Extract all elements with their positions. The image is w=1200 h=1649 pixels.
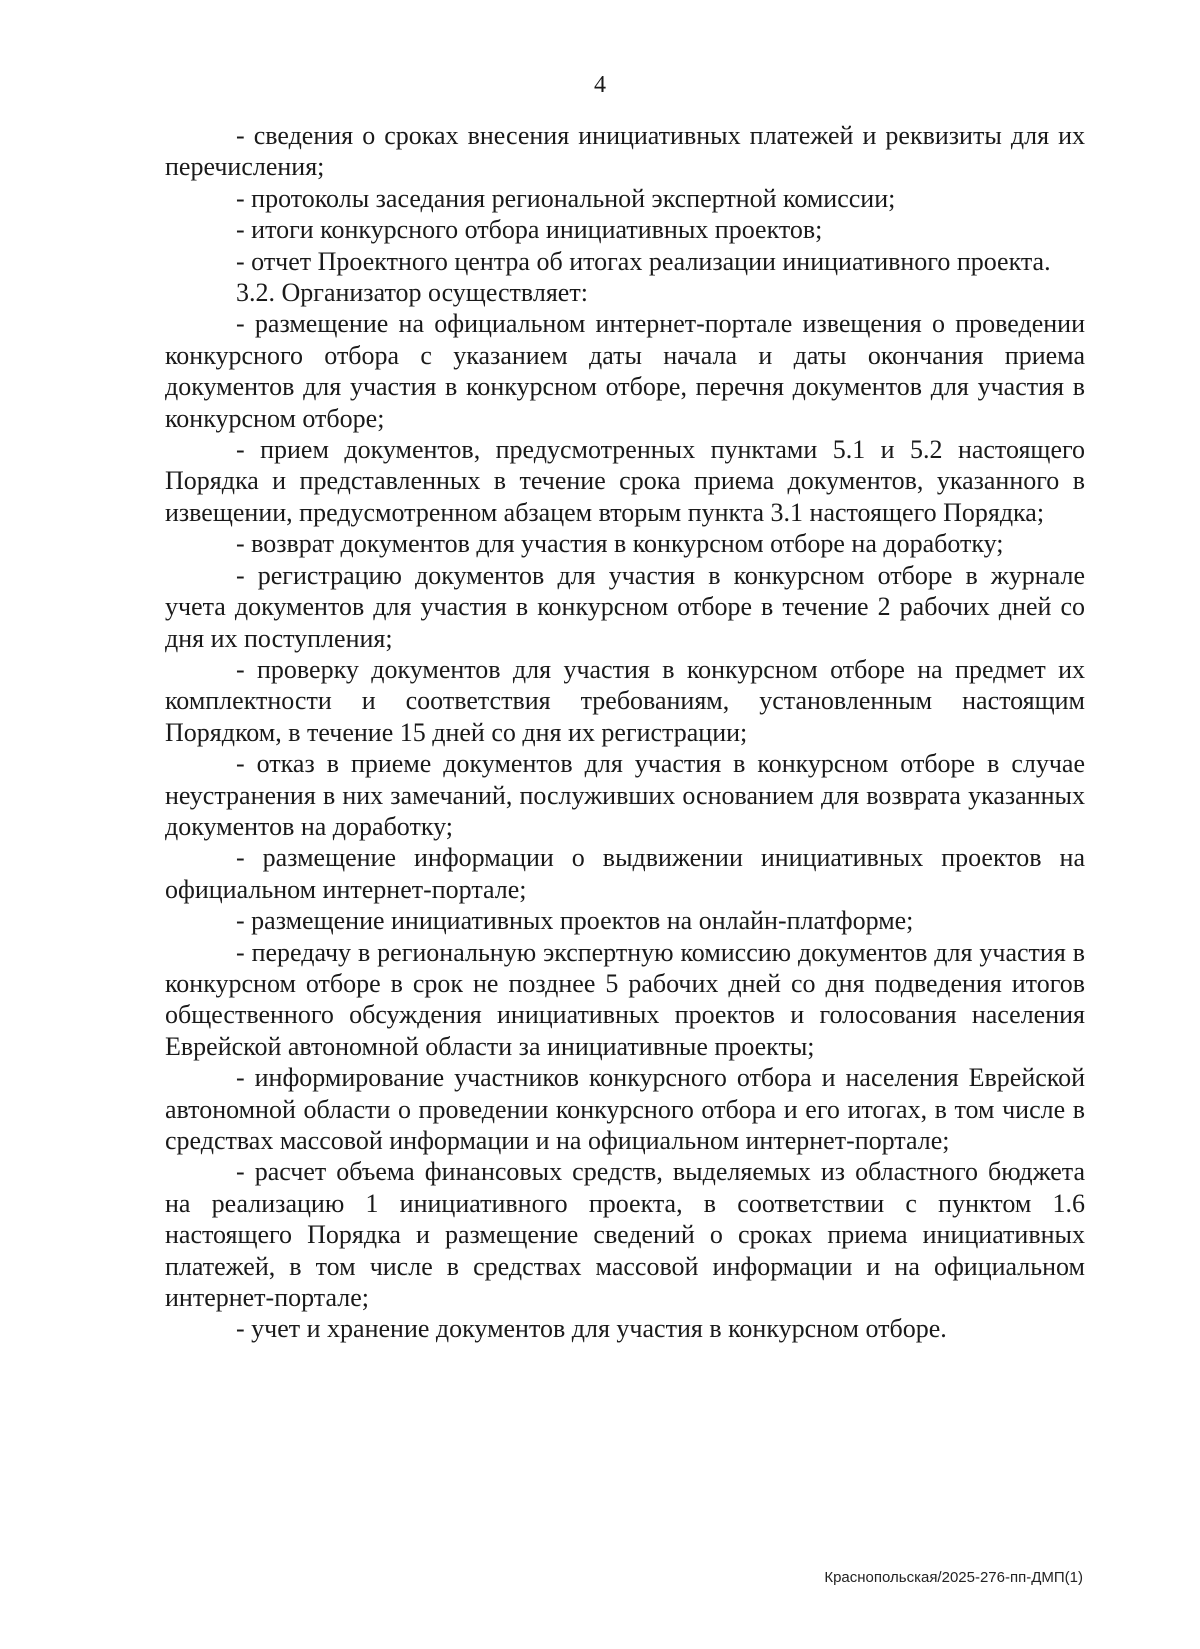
- paragraph: - проверку документов для участия в конкурсном отборе на предмет их комплектности и соответствия требованиям, установленным настоящим Порядком, в течение 15 дней со дня их регистрации;: [165, 654, 1085, 747]
- paragraph: - сведения о сроках внесения инициативных платежей и реквизиты для их перечисления;: [165, 121, 1085, 182]
- paragraph: - размещение на официальном интернет-портале извещения о проведении конкурсного отбора с указанием даты начала и даты окончания приема документов для участия в конкурсном отборе, перечня документов для участия в конкурсном отборе;: [165, 309, 1085, 433]
- paragraph: - размещение инициативных проектов на онлайн-платформе;: [236, 906, 914, 936]
- paragraph: - информирование участников конкурсного отбора и населения Еврейской автономной области о проведении конкурсного отбора и его итогах, в том числе в средствах массовой информации и на официальном интернет-портале;: [165, 1063, 1085, 1155]
- paragraph: - отказ в приеме документов для участия в конкурсном отборе в случае неустранения в них замечаний, послуживших основанием для возврата указанных документов на доработку;: [165, 749, 1085, 841]
- document-body: [165, 120, 1085, 1345]
- paragraph: - передачу в региональную экспертную комиссию документов для участия в конкурсном отборе в срок не позднее 5 рабочих дней со дня подведения итогов общественного обсуждения инициативных проектов и голосования населения Еврейской автономной области за инициативные проекты;: [165, 937, 1085, 1061]
- footer-reference: Краснопольская/2025-276-пп-ДМП(1): [824, 1569, 1083, 1586]
- paragraph: - возврат документов для участия в конкурсном отборе на доработку;: [236, 529, 1004, 559]
- paragraph: - расчет объема финансовых средств, выделяемых из областного бюджета на реализацию 1 инициативного проекта, в соответствии с пунктом 1.6 настоящего Порядка и размещение сведений о сроках приема инициативных платежей, в том числе в средствах массовой информации и на официальном интернет-портале;: [165, 1157, 1085, 1313]
- paragraph: - учет и хранение документов для участия в конкурсном отборе.: [236, 1314, 947, 1344]
- paragraph: - итоги конкурсного отбора инициативных проектов;: [236, 215, 823, 245]
- paragraph: - протоколы заседания региональной экспертной комиссии;: [236, 183, 896, 213]
- section-heading: 3.2. Организатор осуществляет:: [236, 278, 588, 308]
- paragraph: - прием документов, предусмотренных пунктами 5.1 и 5.2 настоящего Порядка и представленных в течение срока приема документов, указанного в извещении, предусмотренном абзацем вторым пункта 3.1 настоящего Порядка;: [165, 435, 1085, 527]
- paragraph: - регистрацию документов для участия в конкурсном отборе в журнале учета документов для участия в конкурсном отборе в течение 2 рабочих дней со дня их поступления;: [165, 560, 1085, 653]
- paragraph: - отчет Проектного центра об итогах реализации инициативного проекта.: [236, 246, 1051, 276]
- paragraph: - размещение информации о выдвижении инициативных проектов на официальном интернет-портале;: [165, 843, 1085, 904]
- page-number: 4: [594, 72, 606, 98]
